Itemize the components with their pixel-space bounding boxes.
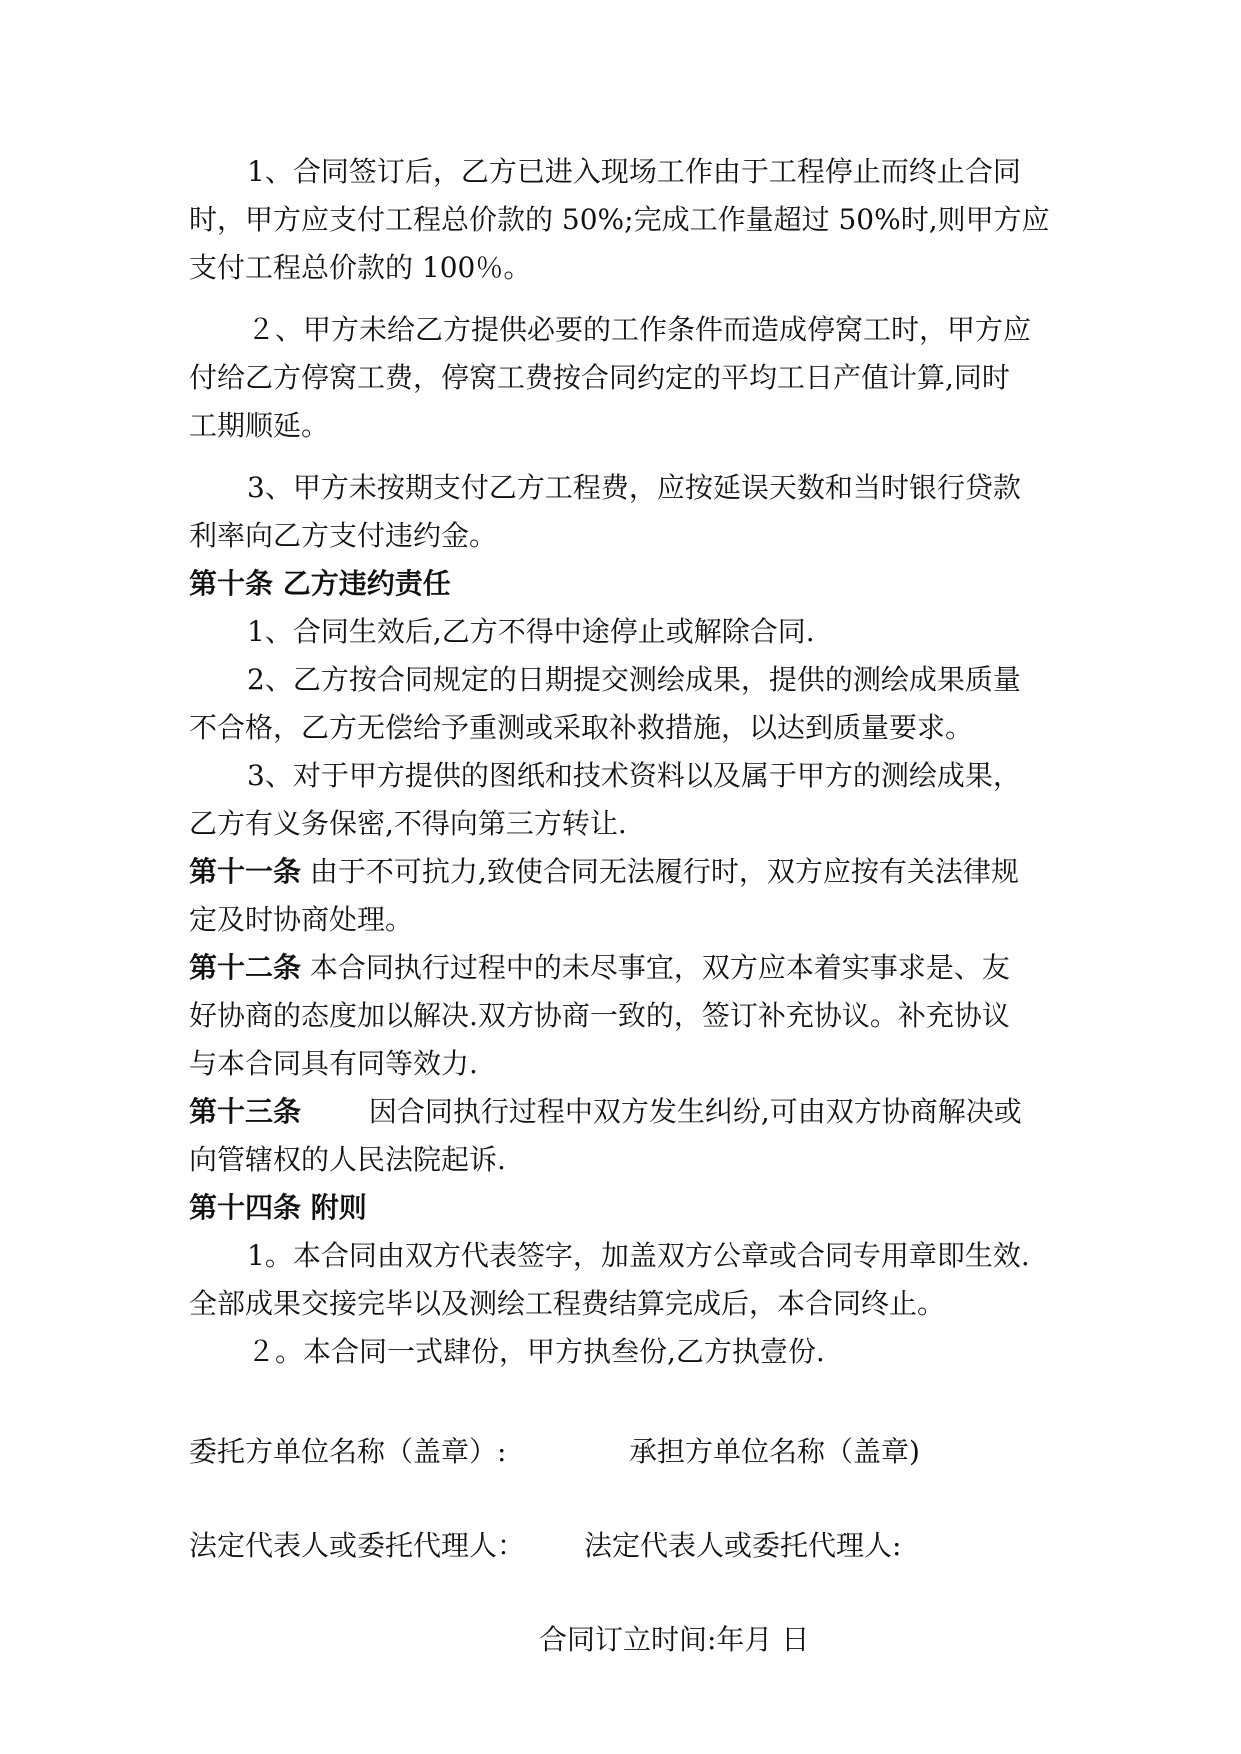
clause-14-1-line-2: 全部成果交接完毕以及测绘工程费结算完成后，本合同终止。 <box>189 1287 946 1320</box>
article-13-text: 因合同执行过程中双方发生纠纷,可由双方协商解决或 <box>368 1095 1022 1128</box>
contractor-rep-label: 法定代表人或委托代理人: <box>584 1529 902 1562</box>
clause-10-1: 1、合同生效后,乙方不得中途停止或解除合同. <box>247 615 815 648</box>
article-11-line-2: 定及时协商处理。 <box>189 903 414 936</box>
article-13-line-2: 向管辖权的人民法院起诉. <box>189 1143 506 1176</box>
clause-14-2: ２。本合同一式肆份，甲方执叁份,乙方执壹份. <box>247 1335 825 1368</box>
clause-9-3-line-2: 利率向乙方支付违约金。 <box>189 519 498 552</box>
article-11-text: 由于不可抗力,致使合同无法履行时，双方应按有关法律规 <box>309 855 1019 888</box>
clause-9-1-line-3: 支付工程总价款的 100％。 <box>189 251 532 284</box>
clause-10-2-line-2: 不合格，乙方无偿给予重测或采取补救措施，以达到质量要求。 <box>189 711 974 744</box>
article-12-line-2: 好协商的态度加以解决.双方协商一致的，签订补充协议。补充协议 <box>189 999 1010 1032</box>
contract-page <box>189 148 1069 1664</box>
clause-9-1-line-2: 时，甲方应支付工程总价款的 50%;完成工作量超过 50%时,则甲方应 <box>189 203 1050 236</box>
signing-date-label: 合同订立时间:年月 日 <box>539 1623 810 1656</box>
clause-9-2-line-1: ２、甲方未给乙方提供必要的工作条件而造成停窝工时，甲方应 <box>247 313 1032 346</box>
article-12-line-3: 与本合同具有同等效力. <box>189 1047 478 1080</box>
clause-10-2-line-1: 2、乙方按合同规定的日期提交测绘成果，提供的测绘成果质量 <box>247 663 1021 696</box>
clause-10-3-line-2: 乙方有义务保密,不得向第三方转让. <box>189 807 627 840</box>
signing-date-row <box>189 1616 1069 1664</box>
article-13-heading: 第十三条 <box>189 1095 302 1128</box>
client-unit-label: 委托方单位名称（盖章）: <box>189 1435 507 1468</box>
clause-9-3-line-1: 3、甲方未按期支付乙方工程费，应按延误天数和当时银行贷款 <box>247 471 1021 504</box>
client-rep-label: 法定代表人或委托代理人： <box>189 1529 526 1562</box>
clause-9-2-line-2: 付给乙方停窝工费，停窝工费按合同约定的平均工日产值计算,同时 <box>189 361 1010 394</box>
article-13-line-1 <box>189 1088 1069 1136</box>
article-10-heading: 第十条 乙方违约责任 <box>189 567 451 600</box>
contractor-unit-label: 承担方单位名称（盖章) <box>629 1435 920 1468</box>
signature-rep-row <box>189 1522 1069 1570</box>
article-11-line-1 <box>189 848 1069 896</box>
article-11-heading: 第十一条 <box>189 855 302 888</box>
article-12-text: 本合同执行过程中的未尽事宜，双方应本着实事求是、友 <box>309 951 1010 984</box>
clause-9-2-line-3: 工期顺延。 <box>189 409 330 442</box>
clause-9-1-line-1: 1、合同签订后，乙方已进入现场工作由于工程停止而终止合同 <box>247 155 1021 188</box>
signature-unit-row <box>189 1428 1069 1476</box>
article-12-line-1 <box>189 944 1069 992</box>
article-14-heading: 第十四条 附则 <box>189 1191 367 1224</box>
clause-10-3-line-1: 3、对于甲方提供的图纸和技术资料以及属于甲方的测绘成果， <box>247 759 1021 792</box>
clause-14-1-line-1: 1。本合同由双方代表签字，加盖双方公章或合同专用章即生效. <box>247 1239 1030 1272</box>
article-12-heading: 第十二条 <box>189 951 302 984</box>
